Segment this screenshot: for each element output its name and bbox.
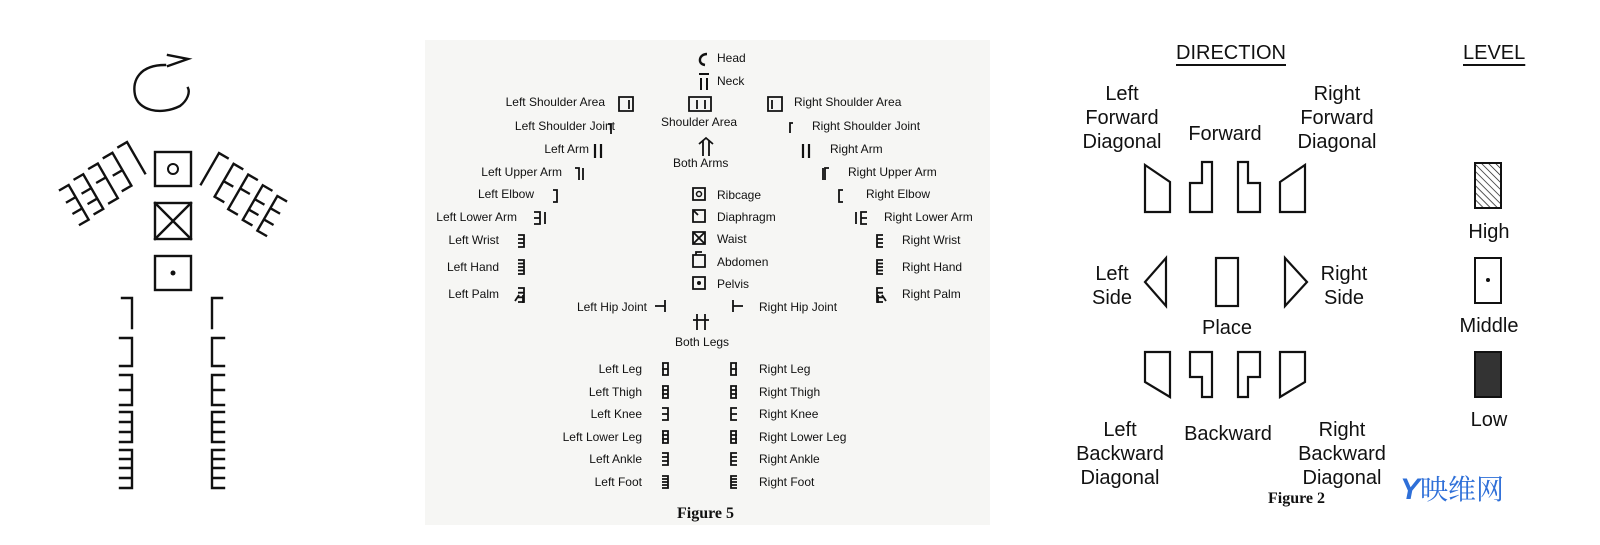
figure-5-panel <box>425 40 990 525</box>
backward-left-symbol <box>1190 352 1212 397</box>
label-right-hip-joint: Right Hip Joint <box>759 300 838 314</box>
right-hand-sign-icon <box>877 260 883 274</box>
label-forward: Forward <box>1188 123 1262 145</box>
left-leg-sign-4-icon <box>662 453 668 465</box>
left-leg-sign-2-icon <box>662 408 668 420</box>
label-place: Place <box>1201 317 1253 339</box>
left-elbow-sign-icon <box>553 190 557 202</box>
label-right-lower-leg: Right Lower Leg <box>759 430 847 444</box>
label-low: Low <box>1470 409 1508 431</box>
label-left-thigh: Left Thigh <box>588 385 642 399</box>
label-pelvis: Pelvis <box>717 277 750 291</box>
label-ribcage: Ribcage <box>717 188 762 202</box>
label-shoulder-area: Shoulder Area <box>661 115 738 129</box>
right-wrist-sign-icon <box>877 235 883 247</box>
right-lower-arm-sign-icon <box>861 212 867 224</box>
label-right-side: Right Side <box>1320 263 1368 309</box>
right-arm-signs <box>195 153 290 236</box>
forward-right-symbol <box>1238 162 1260 212</box>
right-leg-sign-5-icon <box>731 476 737 488</box>
direction-header: DIRECTION <box>1176 42 1286 64</box>
watermark-mark: Y <box>1400 473 1421 506</box>
ribcage-circle-mark-icon <box>697 192 702 197</box>
right-leg-sign-4-icon <box>731 453 737 465</box>
abdomen-sign-icon <box>693 252 705 267</box>
right-forward-diagonal-symbol <box>1280 165 1305 212</box>
neck-sign-icon <box>699 74 709 90</box>
label-right-thigh: Right Thigh <box>759 385 821 399</box>
right-backward-diagonal-symbol <box>1280 352 1305 397</box>
label-right-backward-diagonal: Right Backward Diagonal <box>1298 419 1386 489</box>
left-hand-sign-icon <box>518 260 524 274</box>
ribcage-sign-icon <box>693 188 705 200</box>
right-side-symbol <box>1285 258 1307 306</box>
label-left-upper-arm: Left Upper Arm <box>481 165 562 179</box>
label-left-leg: Left Leg <box>598 362 642 376</box>
right-leg-sign-2-icon <box>731 408 737 420</box>
body-sign-drawing <box>0 0 410 545</box>
pelvis-dot-mark-icon <box>697 281 701 285</box>
label-left-arm: Left Arm <box>544 142 589 156</box>
label-high: High <box>1468 221 1510 243</box>
label-left-backward-diagonal: Left Backward Diagonal <box>1076 419 1164 489</box>
right-arm-sign-icon <box>803 144 809 158</box>
label-left-wrist: Left Wrist <box>448 233 499 247</box>
label-right-palm: Right Palm <box>902 287 961 301</box>
label-right-ankle: Right Ankle <box>759 452 820 466</box>
left-leg-sign-5-icon <box>662 476 668 488</box>
label-left-elbow: Left Elbow <box>477 187 534 201</box>
label-middle: Middle <box>1459 315 1519 337</box>
right-hip-joint-sign-icon <box>733 300 743 312</box>
waist-sign-icon <box>693 232 705 244</box>
pelvis-dot-icon <box>171 271 176 276</box>
label-right-shoulder-area: Right Shoulder Area <box>794 95 902 109</box>
both-arms-sign-icon <box>699 138 713 156</box>
watermark-logo <box>1400 468 1504 508</box>
left-side-symbol <box>1145 258 1166 306</box>
figure-2-panel <box>1070 0 1530 545</box>
label-neck: Neck <box>717 74 745 88</box>
label-right-elbow: Right Elbow <box>866 187 931 201</box>
left-arm-sign-icon <box>595 144 601 158</box>
label-head: Head <box>717 51 746 65</box>
right-upper-arm-sign-icon <box>823 168 829 180</box>
arrow-head-icon <box>168 55 188 66</box>
head-sign-icon <box>700 54 707 65</box>
label-both-legs: Both Legs <box>675 335 730 349</box>
body-sign-svg <box>0 0 410 545</box>
label-right-foot: Right Foot <box>759 475 815 489</box>
left-wrist-sign-icon <box>518 235 524 247</box>
left-shoulder-area-sign-icon <box>619 97 633 111</box>
both-legs-sign-icon <box>693 314 709 330</box>
label-abdomen: Abdomen <box>717 255 769 269</box>
label-left-lower-arm: Left Lower Arm <box>436 210 517 224</box>
label-right-leg: Right Leg <box>759 362 811 376</box>
watermark-text: 映维网 <box>1420 474 1505 505</box>
label-diaphragm: Diaphragm <box>717 210 776 224</box>
label-left-shoulder-area: Left Shoulder Area <box>505 95 605 109</box>
level-header: LEVEL <box>1463 42 1526 64</box>
label-waist: Waist <box>717 232 747 246</box>
label-right-upper-arm: Right Upper Arm <box>848 165 937 179</box>
label-left-knee: Left Knee <box>590 407 642 421</box>
left-hip-joint-sign-icon <box>655 300 665 312</box>
left-forward-diagonal-symbol <box>1145 165 1170 212</box>
right-leg-signs <box>212 298 224 488</box>
backward-right-symbol <box>1238 352 1260 397</box>
right-shoulder-area-sign-icon <box>768 97 782 111</box>
left-backward-diagonal-symbol <box>1145 352 1170 397</box>
diaphragm-sign-icon <box>693 210 705 222</box>
forward-left-symbol <box>1190 162 1212 212</box>
label-left-lower-leg: Left Lower Leg <box>562 430 642 444</box>
left-upper-arm-sign-icon <box>575 168 583 180</box>
waist-cross-icon <box>155 203 191 239</box>
label-left-shoulder-joint: Left Shoulder Joint <box>514 119 615 133</box>
label-left-hand: Left Hand <box>446 260 499 274</box>
label-right-forward-diagonal: Right Forward Diagonal <box>1297 83 1377 153</box>
label-right-wrist: Right Wrist <box>902 233 961 247</box>
label-left-palm: Left Palm <box>448 287 499 301</box>
label-right-hand: Right Hand <box>902 260 963 274</box>
left-lower-arm-sign-icon <box>534 212 540 224</box>
figure-5-caption: Figure 5 <box>677 505 735 522</box>
label-backward: Backward <box>1184 423 1272 445</box>
ribcage-circle-icon <box>168 164 178 174</box>
left-leg-signs <box>120 298 132 488</box>
high-level-symbol <box>1475 163 1501 208</box>
label-left-forward-diagonal: Left Forward Diagonal <box>1082 83 1162 153</box>
figure-2-caption: Figure 2 <box>1268 490 1326 507</box>
label-right-shoulder-joint: Right Shoulder Joint <box>812 119 921 133</box>
label-right-arm: Right Arm <box>830 142 883 156</box>
right-shoulder-joint-sign-icon <box>790 123 793 133</box>
label-both-arms: Both Arms <box>673 156 729 170</box>
place-symbol <box>1216 258 1238 306</box>
label-left-ankle: Left Ankle <box>589 452 642 466</box>
figure-5-symbols <box>425 40 990 525</box>
middle-level-dot-icon <box>1486 278 1490 282</box>
ribcage-box-icon <box>155 152 191 186</box>
label-left-side: Left Side <box>1091 263 1133 309</box>
low-level-symbol <box>1475 352 1501 397</box>
right-elbow-sign-icon <box>839 190 843 202</box>
label-right-lower-arm: Right Lower Arm <box>884 210 973 224</box>
label-left-foot: Left Foot <box>594 475 642 489</box>
rotation-arrow-icon <box>134 65 188 111</box>
label-left-hip-joint: Left Hip Joint <box>576 300 647 314</box>
left-arm-signs <box>56 142 151 225</box>
label-right-knee: Right Knee <box>759 407 819 421</box>
shoulder-area-sign-icon <box>689 97 711 111</box>
